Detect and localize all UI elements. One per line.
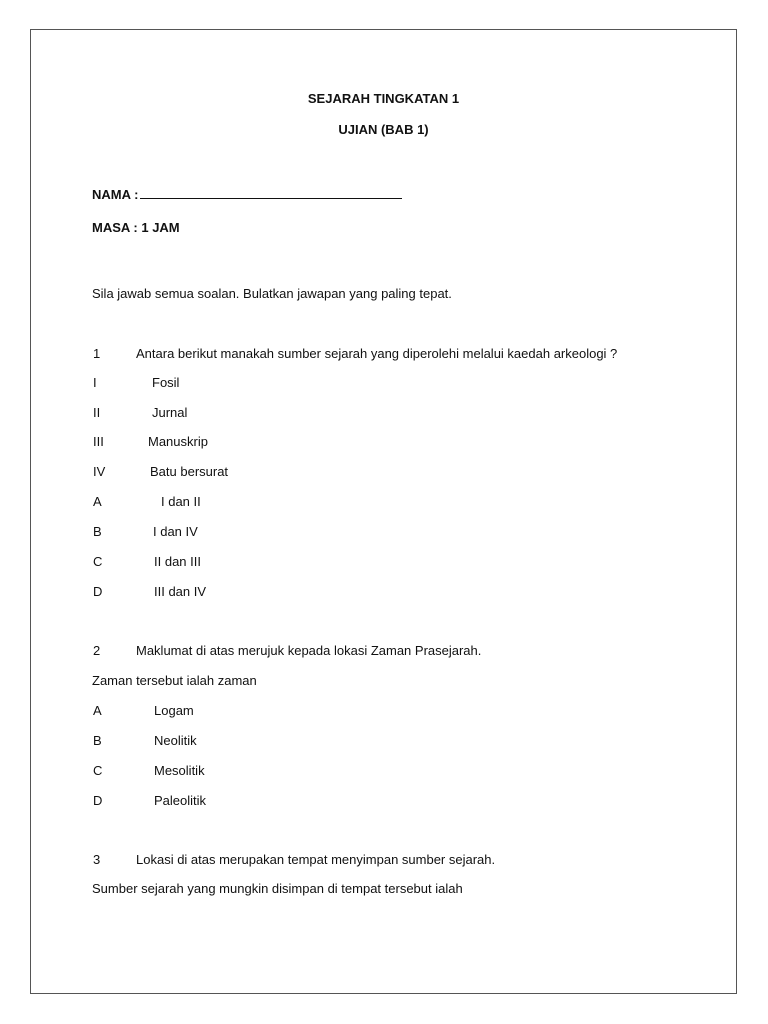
instruction-text: Sila jawab semua soalan. Bulatkan jawapan yang paling tepat. [92, 286, 452, 301]
name-blank-line [140, 186, 402, 199]
document-page [30, 29, 737, 994]
q1-text: Antara berikut manakah sumber sejarah yang diperolehi melalui kaedah arkeologi ? [136, 346, 618, 361]
name-field [92, 186, 402, 203]
q2-text: Maklumat di atas merujuk kepada lokasi Zaman Prasejarah. [136, 643, 482, 658]
q2-stem: Zaman tersebut ialah zaman [92, 673, 257, 688]
q2-number: 2 [93, 643, 101, 658]
q1-item-num: II [93, 405, 101, 420]
q1-option-letter: D [93, 584, 103, 599]
q3-text: Lokasi di atas merupakan tempat menyimpan sumber sejarah. [136, 852, 496, 867]
q1-number: 1 [93, 346, 101, 361]
document-subtitle: UJIAN (BAB 1) [338, 122, 429, 137]
q1-item-text: Jurnal [152, 405, 188, 420]
q1-item-num: III [93, 434, 104, 449]
q2-option-text: Neolitik [154, 733, 197, 748]
q1-item-num: IV [93, 464, 106, 479]
q3-number: 3 [93, 852, 101, 867]
document-title: SEJARAH TINGKATAN 1 [307, 91, 460, 106]
q1-item-num: I [93, 375, 97, 390]
time-label: MASA : 1 JAM [92, 220, 180, 235]
q2-option-text: Logam [154, 703, 194, 718]
q2-option-letter: D [93, 793, 103, 808]
q1-option-letter: A [93, 494, 102, 509]
q2-option-text: Mesolitik [154, 763, 205, 778]
q2-option-text: Paleolitik [154, 793, 207, 808]
q1-option-text: III dan IV [154, 584, 207, 599]
q1-option-text: I dan II [161, 494, 201, 509]
q1-item-text: Batu bersurat [150, 464, 229, 479]
name-label: NAMA : [92, 187, 139, 202]
q1-option-letter: B [93, 524, 102, 539]
q2-option-letter: A [93, 703, 102, 718]
q1-option-text: II dan III [154, 554, 201, 569]
q1-option-text: I dan IV [153, 524, 198, 539]
q2-option-letter: C [93, 763, 103, 778]
q3-stem: Sumber sejarah yang mungkin disimpan di tempat tersebut ialah [92, 881, 463, 896]
q1-item-text: Fosil [152, 375, 180, 390]
q1-item-text: Manuskrip [148, 434, 208, 449]
q2-option-letter: B [93, 733, 102, 748]
q1-option-letter: C [93, 554, 103, 569]
